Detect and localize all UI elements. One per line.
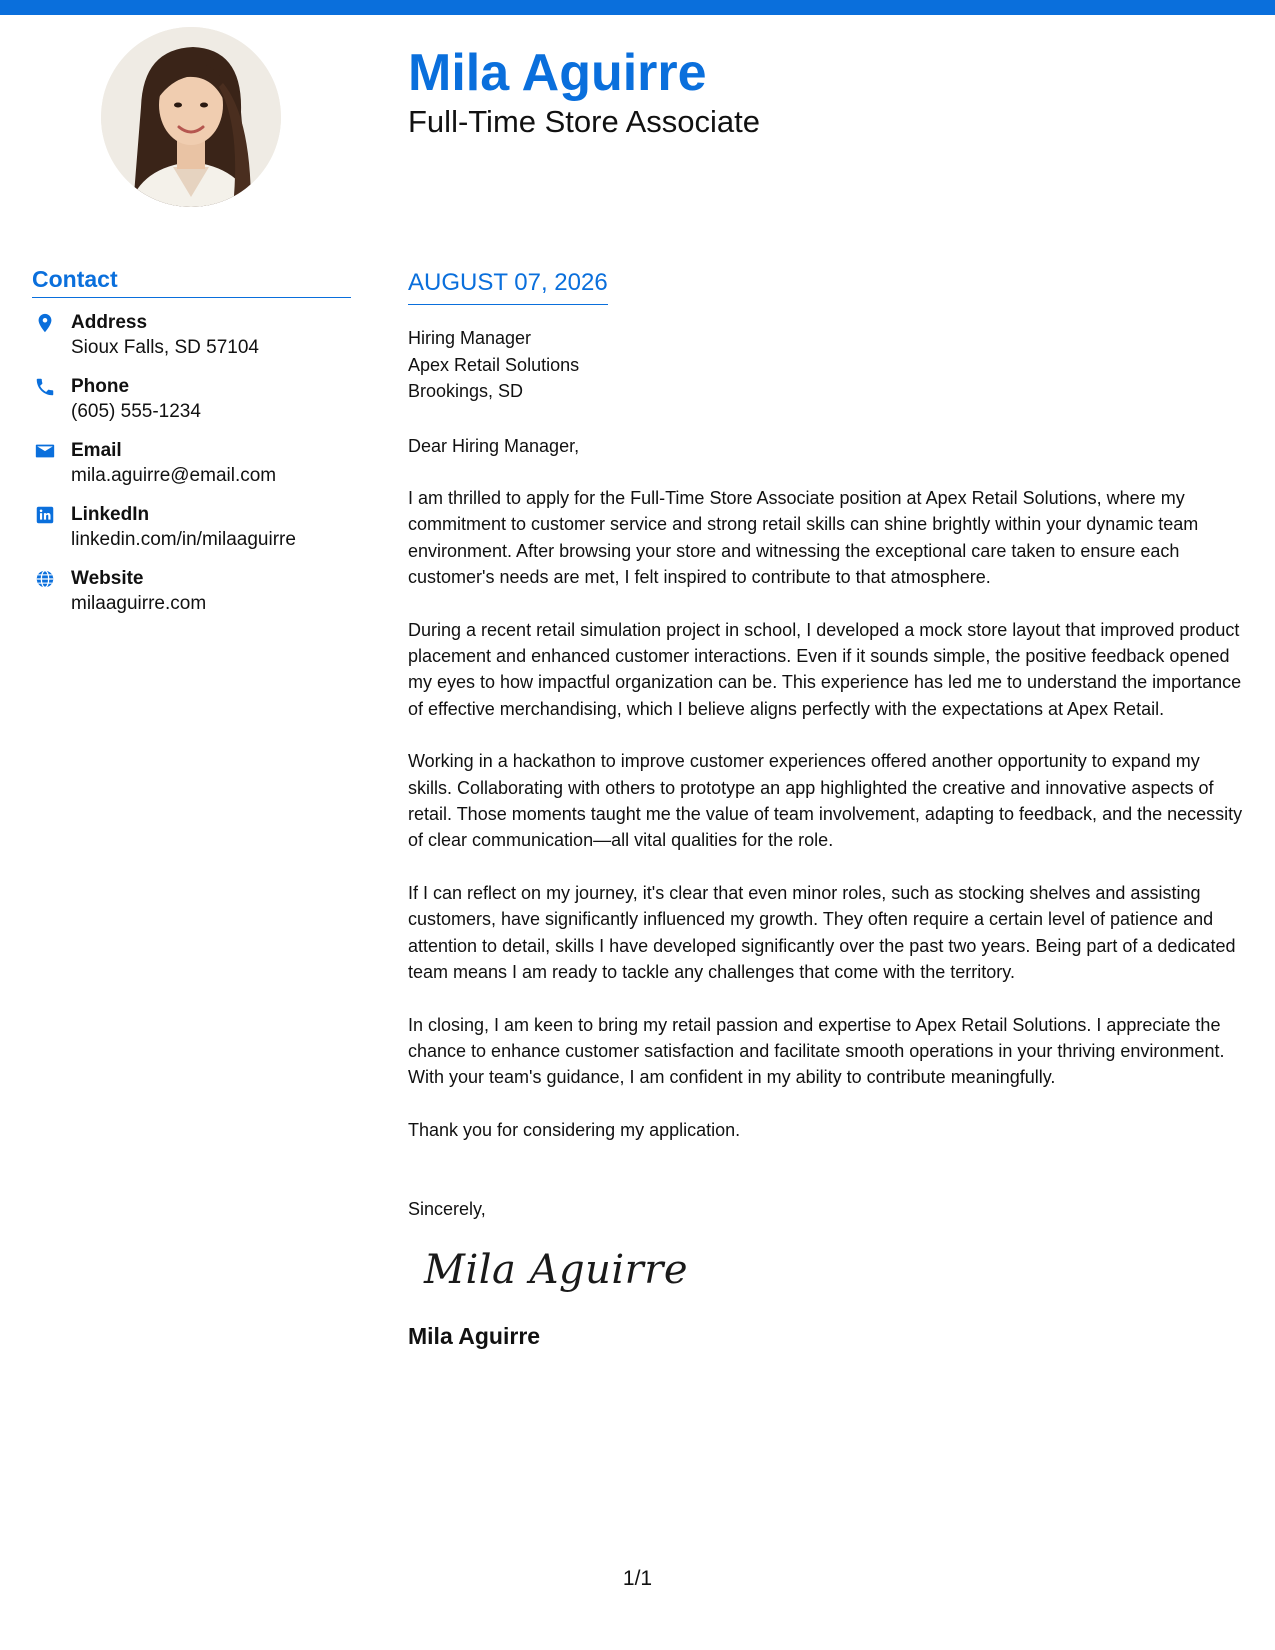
contact-label: Phone: [71, 376, 130, 397]
top-accent-bar: [0, 0, 1275, 15]
contact-email: [32, 438, 351, 488]
linkedin-icon: [34, 504, 56, 526]
recipient-block: [408, 325, 1248, 405]
envelope-icon: [34, 440, 56, 462]
contact-phone: [32, 374, 351, 424]
letter-paragraph: In closing, I am keen to bring my retail passion and expertise to Apex Retail Solutions. I appreciate the chance to enhance customer satisfaction and facilitate smooth operations in your thriving environment. With your team's guidance, I am confident in my ability to contribute meaningfully.: [408, 1014, 1225, 1088]
profile-photo: [101, 27, 281, 207]
salutation: Dear Hiring Manager,: [408, 435, 580, 456]
contact-linkedin: [32, 502, 351, 552]
contact-value: Sioux Falls, SD 57104: [71, 337, 259, 358]
job-title: Full-Time Store Associate: [408, 104, 761, 139]
contact-value: linkedin.com/in/milaaguirre: [71, 529, 296, 550]
contact-website: [32, 566, 351, 616]
recipient-line: Apex Retail Solutions: [408, 354, 580, 375]
signed-name: Mila Aguirre: [408, 1322, 541, 1349]
contact-value: (605) 555-1234: [71, 401, 201, 422]
contact-label: LinkedIn: [71, 504, 150, 525]
contact-sidebar: [32, 265, 351, 616]
contact-value: milaaguirre.com: [71, 593, 207, 614]
map-pin-icon: [34, 312, 56, 334]
letter-paragraph: Thank you for considering my application.: [408, 1119, 741, 1140]
letter-paragraph: If I can reflect on my journey, it's clear that even minor roles, such as stocking shelves and assisting customers, have significantly influenced my growth. They often require a certain level of patience and attention to detail, skills I have developed significantly over the past two years. Being part of a dedicated team means I am ready to tackle any challenges that come with the territory.: [408, 882, 1236, 983]
globe-icon: [34, 568, 56, 590]
contact-label: Website: [71, 568, 144, 589]
contact-heading: Contact: [32, 265, 351, 298]
letter-paragraph: I am thrilled to apply for the Full-Time Store Associate position at Apex Retail Solutions, where my commitment to customer service and strong retail skills can shine brightly within your dynamic team environment. After browsing your store and witnessing the exceptional care taken to ensure each customer's needs are met, I felt inspired to contribute to that atmosphere.: [408, 488, 1199, 588]
letter-date: AUGUST 07, 2026: [408, 268, 608, 305]
contact-label: Address: [71, 312, 148, 333]
closing: Sincerely,: [408, 1199, 486, 1220]
phone-icon: [34, 376, 56, 398]
recipient-line: Hiring Manager: [408, 328, 532, 348]
contact-value: mila.aguirre@email.com: [71, 465, 277, 486]
applicant-name: Mila Aguirre: [408, 44, 707, 102]
contact-label: Email: [71, 440, 122, 461]
page-number: 1/1: [622, 1567, 653, 1590]
letter-body: [408, 268, 1248, 1351]
recipient-line: Brookings, SD: [408, 381, 524, 401]
contact-address: [32, 310, 351, 360]
letter-paragraph: During a recent retail simulation project in school, I developed a mock store layout that improved product placement and enhanced customer interactions. Even if it sounds simple, the positive feedback opened my eyes to how impactful organization can be. This experience has led me to understand the importance of effective merchandising, which I believe aligns perfectly with the expectations at Apex Retail.: [408, 619, 1242, 719]
letter-paragraph: Working in a hackathon to improve customer experiences offered another opportunity to expand my skills. Collaborating with others to prototype an app highlighted the creative and innovative aspects of retail. Those moments taught me the value of team involvement, adapting to feedback, and the necessity of clear communication—all vital qualities for the role.: [408, 751, 1243, 851]
handwritten-signature: Mila Aguirre: [424, 1246, 689, 1293]
